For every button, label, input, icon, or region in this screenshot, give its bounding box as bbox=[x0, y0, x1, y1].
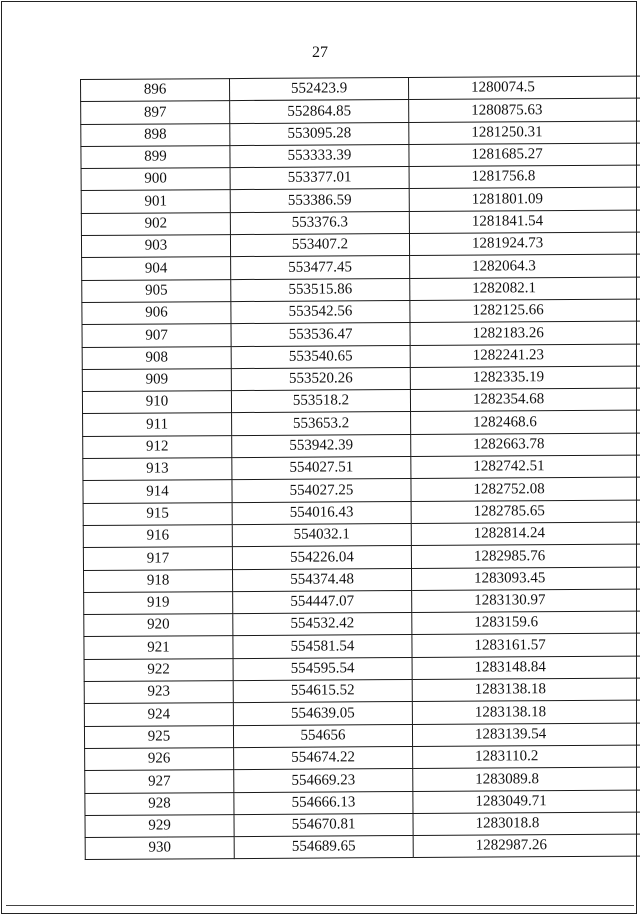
table-row bbox=[85, 834, 640, 860]
x-coordinate-cell: 553376.3 bbox=[230, 211, 409, 234]
point-number-cell: 900 bbox=[81, 168, 230, 191]
x-coordinate-cell: 554639.05 bbox=[233, 702, 412, 725]
x-coordinate-cell: 554032.1 bbox=[232, 523, 411, 546]
point-number-cell: 913 bbox=[83, 458, 232, 481]
point-number-cell: 930 bbox=[85, 837, 234, 860]
x-coordinate-cell: 553518.2 bbox=[231, 390, 410, 413]
x-coordinate-cell: 554656 bbox=[233, 724, 412, 747]
x-coordinate-cell: 553540.65 bbox=[231, 345, 410, 368]
point-number-cell: 907 bbox=[82, 324, 231, 347]
x-coordinate-cell: 554027.25 bbox=[232, 479, 411, 502]
x-coordinate-cell: 554447.07 bbox=[233, 590, 412, 613]
point-number-cell: 919 bbox=[84, 591, 233, 614]
y-coordinate-cell: 1282125.66 bbox=[410, 299, 640, 323]
x-coordinate-cell: 553477.45 bbox=[231, 256, 410, 279]
point-number-cell: 917 bbox=[83, 547, 232, 570]
y-coordinate-cell: 1282354.68 bbox=[410, 388, 640, 412]
y-coordinate-cell: 1283161.57 bbox=[412, 633, 640, 657]
y-coordinate-cell: 1281801.09 bbox=[409, 187, 640, 211]
y-coordinate-cell: 1283110.2 bbox=[413, 745, 640, 769]
x-coordinate-cell: 552864.85 bbox=[230, 100, 409, 123]
x-coordinate-cell: 554581.54 bbox=[233, 635, 412, 658]
x-coordinate-cell: 553542.56 bbox=[231, 300, 410, 323]
y-coordinate-cell: 1282663.78 bbox=[411, 433, 640, 457]
point-number-cell: 915 bbox=[83, 502, 232, 525]
point-number-cell: 908 bbox=[82, 346, 231, 369]
y-coordinate-cell: 1281756.8 bbox=[409, 165, 640, 189]
x-coordinate-cell: 553653.2 bbox=[232, 412, 411, 435]
x-coordinate-cell: 554674.22 bbox=[234, 746, 413, 769]
y-coordinate-cell: 1283138.18 bbox=[412, 678, 640, 702]
point-number-cell: 901 bbox=[81, 190, 230, 213]
x-coordinate-cell: 554016.43 bbox=[232, 501, 411, 524]
point-number-cell: 926 bbox=[85, 747, 234, 770]
coordinates-table-container bbox=[80, 76, 591, 860]
x-coordinate-cell: 554689.65 bbox=[234, 836, 413, 859]
y-coordinate-cell: 1282814.24 bbox=[411, 522, 640, 546]
point-number-cell: 914 bbox=[83, 480, 232, 503]
x-coordinate-cell: 554226.04 bbox=[232, 546, 411, 569]
y-coordinate-cell: 1283130.97 bbox=[412, 589, 640, 613]
x-coordinate-cell: 553386.59 bbox=[230, 189, 409, 212]
bottom-rule bbox=[6, 905, 634, 906]
x-coordinate-cell: 553520.26 bbox=[231, 367, 410, 390]
y-coordinate-cell: 1283089.8 bbox=[413, 767, 640, 791]
point-number-cell: 923 bbox=[84, 681, 233, 704]
point-number-cell: 925 bbox=[84, 725, 233, 748]
x-coordinate-cell: 553407.2 bbox=[230, 234, 409, 257]
x-coordinate-cell: 554615.52 bbox=[233, 679, 412, 702]
point-number-cell: 924 bbox=[84, 703, 233, 726]
point-number-cell: 922 bbox=[84, 658, 233, 681]
y-coordinate-cell: 1280074.5 bbox=[408, 76, 640, 100]
y-coordinate-cell: 1282985.76 bbox=[411, 544, 640, 568]
x-coordinate-cell: 553377.01 bbox=[230, 167, 409, 190]
x-coordinate-cell: 553095.28 bbox=[230, 122, 409, 145]
y-coordinate-cell: 1283093.45 bbox=[411, 567, 640, 591]
y-coordinate-cell: 1282335.19 bbox=[410, 366, 640, 390]
y-coordinate-cell: 1283049.71 bbox=[413, 789, 640, 813]
point-number-cell: 928 bbox=[85, 792, 234, 815]
y-coordinate-cell: 1282468.6 bbox=[411, 410, 640, 434]
y-coordinate-cell: 1281685.27 bbox=[409, 143, 640, 167]
x-coordinate-cell: 554027.51 bbox=[232, 457, 411, 480]
y-coordinate-cell: 1281924.73 bbox=[409, 232, 640, 256]
y-coordinate-cell: 1283018.8 bbox=[413, 812, 640, 836]
x-coordinate-cell: 552423.9 bbox=[230, 77, 409, 100]
point-number-cell: 920 bbox=[84, 614, 233, 637]
point-number-cell: 904 bbox=[82, 257, 231, 280]
y-coordinate-cell: 1281250.31 bbox=[409, 121, 640, 145]
y-coordinate-cell: 1283139.54 bbox=[412, 723, 640, 747]
point-number-cell: 899 bbox=[81, 145, 230, 168]
point-number-cell: 905 bbox=[82, 279, 231, 302]
x-coordinate-cell: 554666.13 bbox=[234, 791, 413, 814]
y-coordinate-cell: 1283138.18 bbox=[412, 700, 640, 724]
x-coordinate-cell: 553515.86 bbox=[231, 278, 410, 301]
y-coordinate-cell: 1282785.65 bbox=[411, 500, 640, 524]
x-coordinate-cell: 553942.39 bbox=[232, 434, 411, 457]
point-number-cell: 897 bbox=[81, 101, 230, 124]
point-number-cell: 909 bbox=[82, 368, 231, 391]
x-coordinate-cell: 554670.81 bbox=[234, 813, 413, 836]
coordinates-table bbox=[80, 76, 640, 861]
y-coordinate-cell: 1282752.08 bbox=[411, 477, 640, 501]
point-number-cell: 912 bbox=[83, 435, 232, 458]
y-coordinate-cell: 1280875.63 bbox=[409, 98, 640, 122]
point-number-cell: 921 bbox=[84, 636, 233, 659]
x-coordinate-cell: 554669.23 bbox=[234, 769, 413, 792]
point-number-cell: 902 bbox=[81, 212, 230, 235]
point-number-cell: 898 bbox=[81, 123, 230, 146]
y-coordinate-cell: 1282082.1 bbox=[410, 277, 640, 301]
y-coordinate-cell: 1282064.3 bbox=[410, 254, 640, 278]
y-coordinate-cell: 1282742.51 bbox=[411, 455, 640, 479]
point-number-cell: 929 bbox=[85, 814, 234, 837]
point-number-cell: 911 bbox=[83, 413, 232, 436]
y-coordinate-cell: 1282183.26 bbox=[410, 321, 640, 345]
x-coordinate-cell: 554532.42 bbox=[233, 613, 412, 636]
y-coordinate-cell: 1281841.54 bbox=[409, 210, 640, 234]
point-number-cell: 910 bbox=[82, 391, 231, 414]
y-coordinate-cell: 1283148.84 bbox=[412, 656, 640, 680]
y-coordinate-cell: 1283159.6 bbox=[412, 611, 640, 635]
y-coordinate-cell: 1282241.23 bbox=[410, 344, 640, 368]
x-coordinate-cell: 554595.54 bbox=[233, 657, 412, 680]
point-number-cell: 918 bbox=[83, 569, 232, 592]
x-coordinate-cell: 554374.48 bbox=[232, 568, 411, 591]
x-coordinate-cell: 553333.39 bbox=[230, 144, 409, 167]
point-number-cell: 906 bbox=[82, 302, 231, 325]
point-number-cell: 896 bbox=[81, 79, 230, 102]
x-coordinate-cell: 553536.47 bbox=[231, 323, 410, 346]
point-number-cell: 916 bbox=[83, 525, 232, 548]
point-number-cell: 903 bbox=[81, 235, 230, 258]
point-number-cell: 927 bbox=[85, 770, 234, 793]
page-number: 27 bbox=[312, 44, 328, 61]
coordinates-table-body bbox=[81, 76, 640, 860]
y-coordinate-cell: 1282987.26 bbox=[413, 834, 640, 858]
